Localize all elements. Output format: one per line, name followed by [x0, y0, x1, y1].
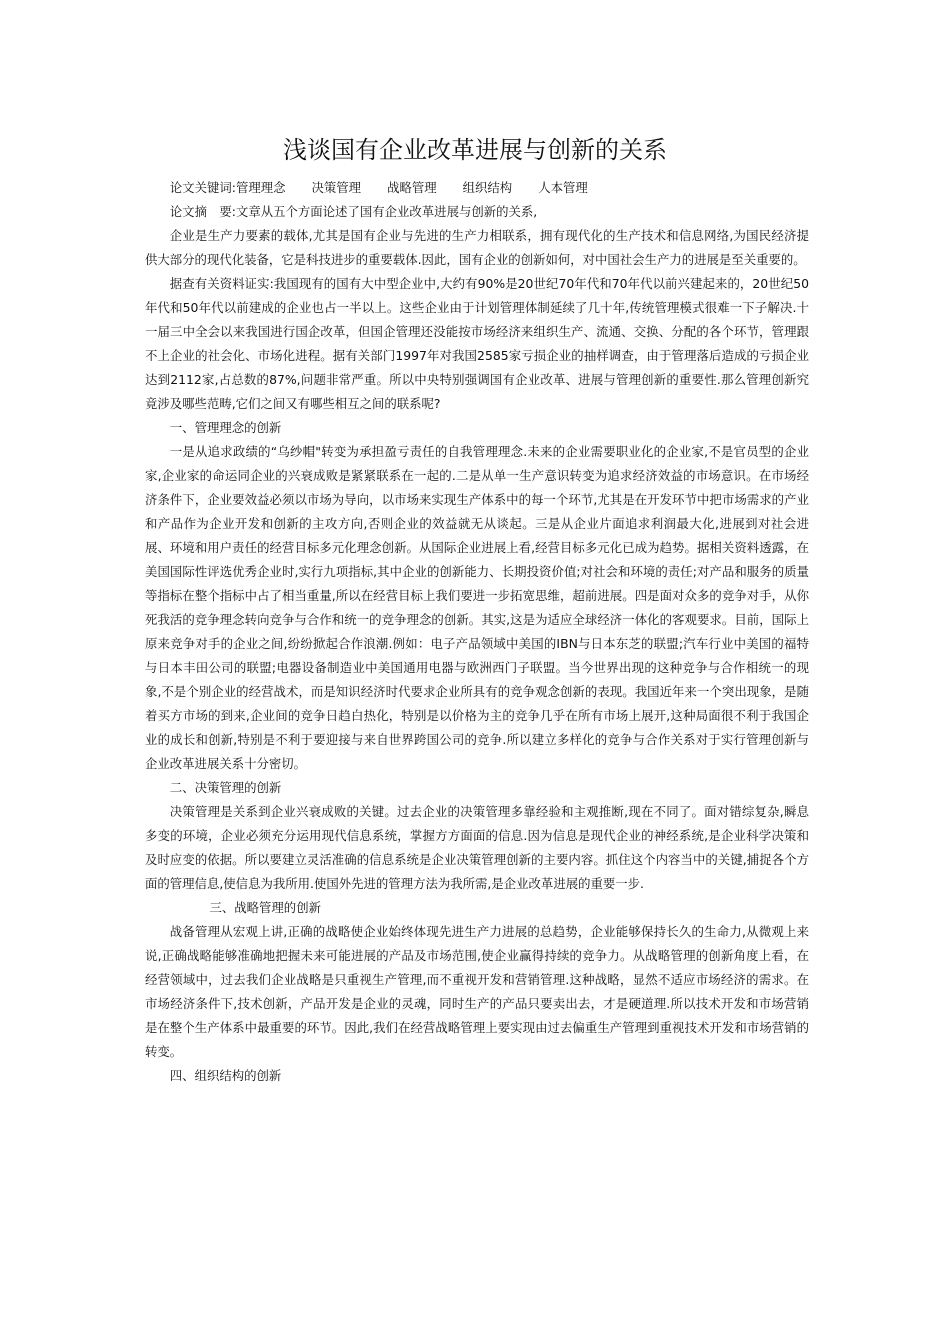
intro-paragraph-1: 企业是生产力要素的载体,尤其是国有企业与先进的生产力相联系，拥有现代化的生产技术和信息网络,为国民经济提供大部分的现代化装备，它是科技进步的重要载体.因此，国有企业的创新如何，对中国社会生产力的进展是至关重要的。 — [145, 228, 809, 267]
intro-paragraph-2: 据查有关资料证实:我国现有的国有大中型企业中,大约有90%是20世纪70年代和70年代以前兴建起来的，20世纪50年代和50年代以前建成的企业也占一半以上。这些企业由于计划管理体制延续了几十年,传统管理模式很难一下子解决.十一届三中全会以来我国进行国企改革，但国企管理还没能按市场经济来组织生产、流通、交换、分配的各个环节，管理跟不上企业的社会化、市场化进程。据有关部门1997年对我国2585家亏损企业的抽样调查，由于管理落后造成的亏损企业达到2112家,占总数的87%,问题非常严重。所以中央特别强调国有企业改革、进展与管理创新的重要性.那么管理创新究竟涉及哪些范畴,它们之间又有哪些相互之间的联系呢? — [145, 276, 809, 411]
section-paragraph-1: 一是从追求政绩的“乌纱帽"转变为承担盈亏责任的自我管理理念.未来的企业需要职业化的企业家,不是官员型的企业家,企业家的命运同企业的兴衰成败是紧紧联系在一起的.二是从单一生产意识转变为追求经济效益的市场意识。在市场经济条件下，企业要效益必须以市场为导向，以市场来实现生产体系中的每一个环节,尤其是在开发环节中把市场需求的产业和产品作为企业开发和创新的主攻方向,否则企业的效益就无从谈起。三是从企业片面追求利润最大化,进展到对社会进展、环境和用户责任的经营目标多元化理念创新。从国际企业进展上看,经营目标多元化已成为趋势。据相关资料透露，在美国国际性评选优秀企业时,实行九项指标,其中企业的创新能力、长期投资价值;对社会和环境的责任;对产品和服务的质量等指标在整个指标中占了相当重量,所以在经营目标上我们要进一步拓宽思维，超前进展。四是面对众多的竞争对手，从你死我活的竞争理念转向竞争与合作和统一的竞争理念的创新。其实,这是为适应全球经济一体化的客观要求。目前，国际上原来竞争对手的企业之间,纷纷掀起合作浪潮.例如：电子产品领域中美国的IBN与日本东芝的联盟;汽车行业中美国的福特与日本丰田公司的联盟;电器设备制造业中美国通用电器与欧洲西门子联盟。当今世界出现的这种竞争与合作相统一的现象,不是个别企业的经营战术，而是知识经济时代要求企业所具有的竞争观念创新的表现。我国近年来一个突出现象，是随着买方市场的到来,企业间的竞争日趋白热化，特别是以价格为主的竞争几乎在所有市场上展开,这种局面很不利于我国企业的成长和创新,特别是不利于要迎接与来自世界跨国公司的竞争.所以建立多样化的竞争与合作关系对于实行管理创新与企业改革进展关系十分密切。 — [145, 444, 809, 771]
keywords-label: 论文关键词: — [169, 180, 236, 195]
keyword-item: 决策管理 — [311, 180, 362, 195]
keyword-item: 管理理念 — [235, 180, 286, 195]
section-heading-3: 三、战略管理的创新 — [209, 900, 321, 915]
section-paragraph-3: 战备管理从宏观上讲,正确的战略使企业始终体现先进生产力进展的总趋势，企业能够保持长久的生命力,从微观上来说,正确战略能够准确地把握未来可能进展的产品及市场范围,使企业赢得持续的竞争力。从战略管理的创新角度上看，在经营领域中，过去我们企业战略是只重视生产管理,而不重视开发和营销管理.这种战略，显然不适应市场经济的需求。在市场经济条件下,技术创新，产品开发是企业的灵魂，同时生产的产品只要卖出去，才是硬道理.所以技术开发和市场营销是在整个生产体系中最重要的环节。因此,我们在经营战略管理上要实现由过去偏重生产管理到重视技术开发和市场营销的转变。 — [145, 924, 809, 1059]
keyword-item: 人本管理 — [538, 180, 588, 195]
keyword-item: 组织结构 — [462, 180, 513, 195]
keywords-line — [145, 176, 809, 200]
document-title: 浅谈国有企业改革进展与创新的关系 — [283, 136, 667, 164]
document-body — [145, 176, 809, 1088]
section-paragraph-2: 决策管理是关系到企业兴衰成败的关键。过去企业的决策管理多靠经验和主观推断,现在不同了。面对错综复杂,瞬息多变的环境，企业必须充分运用现代信息系统，掌握方方面面的信息.因为信息是现代企业的神经系统,是企业科学决策和及时应变的依据。所以要建立灵活准确的信息系统是企业决策管理创新的主要内容。抓住这个内容当中的关键,捕捉各个方面的管理信息,使信息为我所用.使国外先进的管理方法为我所需,是企业改革进展的重要一步. — [145, 804, 809, 891]
section-heading-1: 一、管理理念的创新 — [169, 420, 282, 435]
section-heading-4: 四、组织结构的创新 — [169, 1068, 282, 1083]
keyword-item: 战略管理 — [387, 180, 437, 195]
abstract-paragraph: 论文摘 要:文章从五个方面论述了国有企业改革进展与创新的关系, — [169, 204, 538, 219]
section-heading-2: 二、决策管理的创新 — [169, 780, 282, 795]
